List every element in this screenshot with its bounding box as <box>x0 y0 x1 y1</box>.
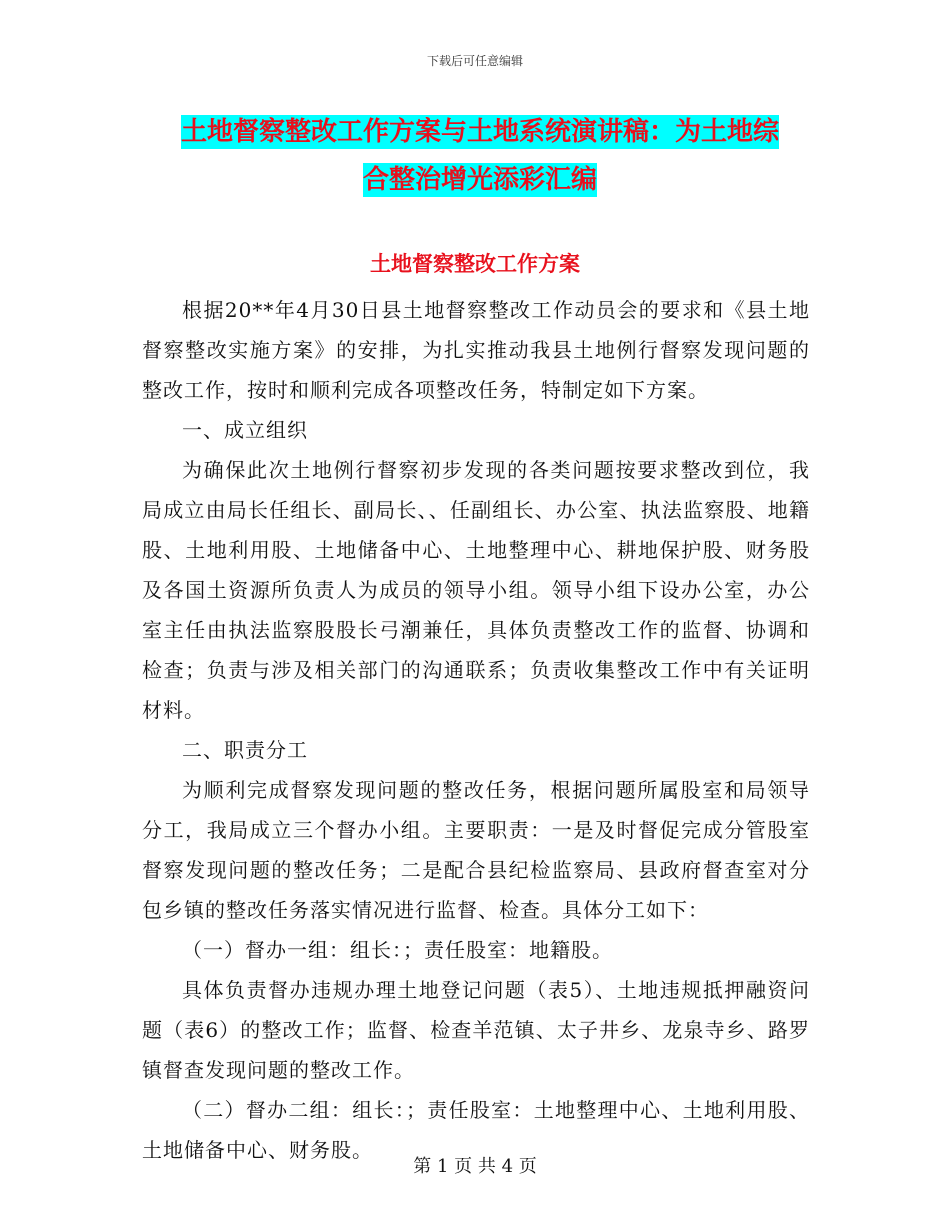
paragraph-intro: 根据20**年4月30日县土地督察整改工作动员会的要求和《县土地督察整改实施方案》的安排，为扎实推动我县土地例行督察发现问题的整改工作，按时和顺利完成各项整改任务，特制定如下方案。 <box>142 298 810 402</box>
title-line-2: 合整治增光添彩汇编 <box>362 165 597 195</box>
header-note: 下载后可任意编辑 <box>426 54 523 68</box>
heading-responsibilities: 二、职责分工 <box>182 738 308 762</box>
section-title: 土地督察整改工作方案 <box>370 251 580 276</box>
paragraph-group-1: （一）督办一组：组长：；责任股室：地籍股。 <box>182 938 613 962</box>
paragraph-organization: 为确保此次土地例行督察初步发现的各类问题按要求整改到位，我局成立由局长任组长、副局长、、任副组长、办公室、执法监察股、地籍股、土地利用股、土地储备中心、土地整理中心、耕地保护股、财务股及各国土资源所负责人为成员的领导小组。领导小组下设办公室，办公室主任由执法监察股股长弓潮兼任，具体负责整改工作的监督、协调和检查；负责与涉及相关部门的沟通联系；负责收集整改工作中有关证明材料。 <box>142 458 810 722</box>
body-text <box>142 290 810 1170</box>
heading-establish-organization: 一、成立组织 <box>182 418 308 442</box>
paragraph-group-1-detail: 具体负责督办违规办理土地登记问题（表5）、土地违规抵押融资问题（表6）的整改工作；监督、检查羊范镇、太子井乡、龙泉寺乡、路罗镇督查发现问题的整改工作。 <box>142 978 810 1082</box>
document-title <box>140 108 820 204</box>
paragraph-group-2: （二）督办二组：组长：；责任股室：土地整理中心、土地利用股、土地储备中心、财务股。 <box>142 1098 810 1162</box>
paragraph-responsibilities: 为顺利完成督察发现问题的整改任务，根据问题所属股室和局领导分工，我局成立三个督办小组。主要职责：一是及时督促完成分管股室督察发现问题的整改任务；二是配合县纪检监察局、县政府督查室对分包乡镇的整改任务落实情况进行监督、检查。具体分工如下： <box>142 778 810 922</box>
page-footer: 第 1 页 共 4 页 <box>413 1156 537 1177</box>
title-line-1: 土地督察整改工作方案与土地系统演讲稿：为土地综 <box>180 117 779 147</box>
